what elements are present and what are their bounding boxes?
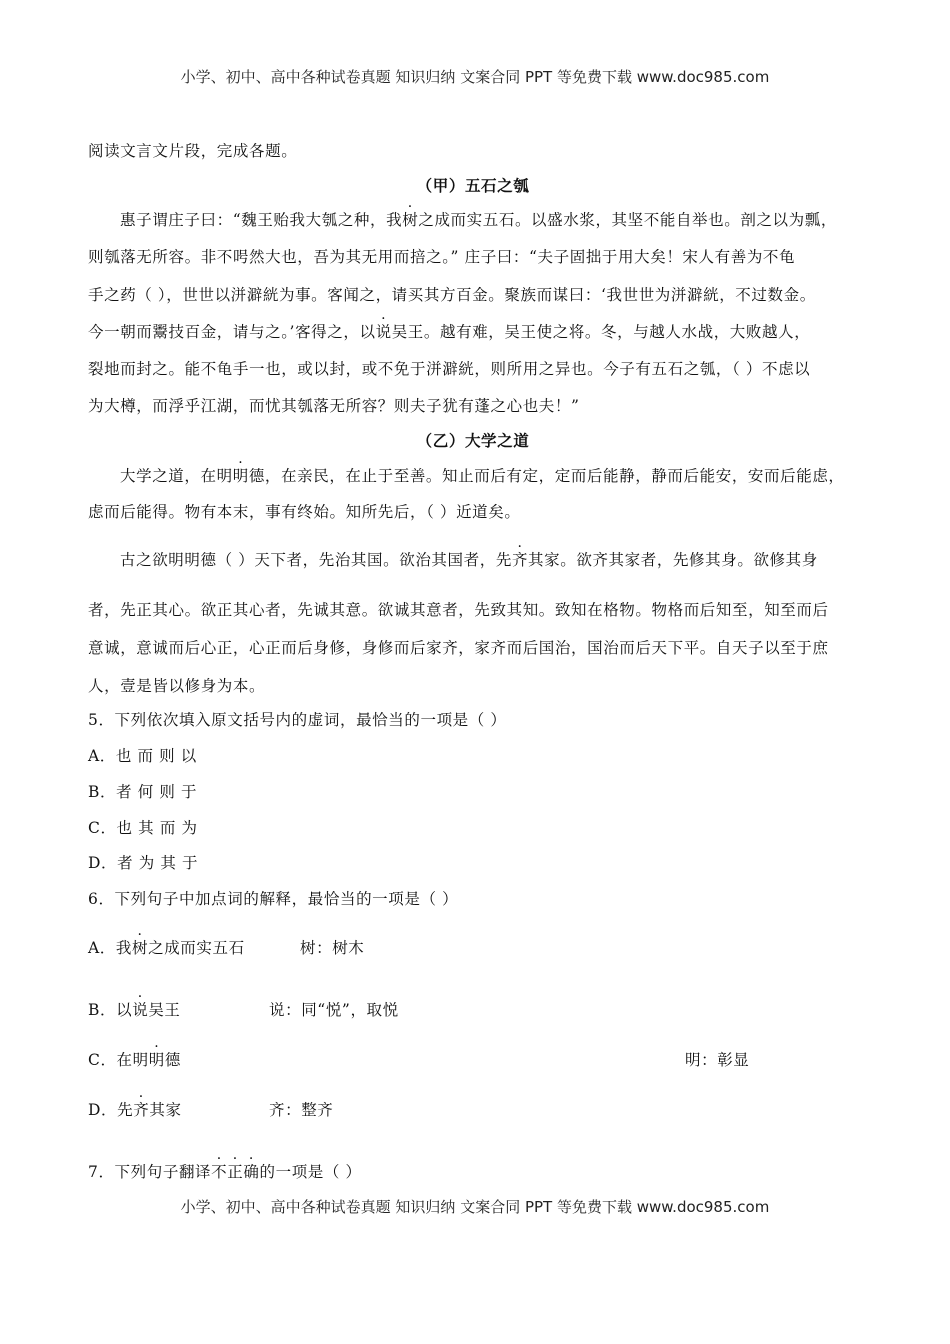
page-header: 小学、初中、高中各种试卷真题 知识归纳 文案合同 PPT 等免费下载 www.doc985.com: [180, 68, 770, 86]
dotted-word: 说: [375, 323, 392, 341]
dotted-word: 明: [148, 1051, 165, 1069]
passage-b-line-6: 人，壹是皆以修身为本。: [88, 677, 266, 695]
question-6-option-d: D．先齐其家: [88, 1101, 182, 1119]
dotted-word: 正: [227, 1163, 244, 1181]
passage-a-title: （甲）五石之瓠: [416, 176, 530, 195]
question-5-option-a: A．也 而 则 以: [88, 747, 197, 765]
question-7-stem: 7．下列句子翻译不正确的一项是（ ）: [88, 1163, 362, 1181]
passage-b-line-3: 古之欲明明德（ ）天下者，先治其国。欲治其国者，先齐其家。欲齐其家者，先修其身。欲修其身: [120, 551, 818, 569]
page-footer: 小学、初中、高中各种试卷真题 知识归纳 文案合同 PPT 等免费下载 www.doc985.com: [180, 1198, 770, 1216]
question-6-option-b: B．以说吴王: [88, 1001, 181, 1019]
question-5-option-b: B．者 何 则 于: [88, 783, 198, 801]
question-6-option-d-meaning: 齐：整齐: [269, 1101, 334, 1119]
question-6-option-c-meaning: 明：彰显: [685, 1051, 750, 1069]
passage-b-line-4: 者，先正其心。欲正其心者，先诚其意。欲诚其意者，先致其知。致知在格物。物格而后知至，知至而后: [88, 601, 829, 619]
question-6-option-b-meaning: 说：同“悦”，取悦: [269, 1001, 399, 1019]
passage-a-line-4: 今一朝而鬻技百金，请与之。’客得之，以说吴王。越有难，吴王使之将。冬，与越人水战，大败越人，: [88, 323, 811, 341]
question-6-option-a: A．我树之成而实五石: [88, 939, 245, 957]
passage-b-line-2: 虑而后能得。物有本末，事有终始。知所先后，（ ）近道矣。: [88, 503, 521, 521]
passage-b-title: （乙）大学之道: [416, 431, 530, 450]
dotted-word: 不: [211, 1163, 228, 1181]
passage-b-line-1: 大学之道，在明明德，在亲民，在止于至善。知止而后有定，定而后能静，静而后能安，安而后能虑，: [120, 467, 845, 485]
passage-b-line-5: 意诚，意诚而后心正，心正而后身修，身修而后家齐，家齐而后国治，国治而后天下平。自天子以至于庶: [88, 639, 829, 657]
question-5-option-d: D．者 为 其 于: [88, 854, 199, 872]
dotted-word: 确: [243, 1163, 260, 1181]
question-6-option-c: C．在明明德: [88, 1051, 181, 1069]
passage-a-line-5: 裂地而封之。能不龟手一也，或以封，或不免于洴澼絖，则所用之异也。今子有五石之瓠，（ ）不虑以: [88, 360, 811, 378]
passage-a-line-1: 惠子谓庄子曰：“魏王贻我大瓠之种，我树之成而实五石。以盛水浆，其坚不能自举也。剖之以为瓢，: [120, 211, 837, 229]
passage-a-line-3: 手之药（ ），世世以洴澼絖为事。客闻之，请买其方百金。聚族而谋曰：‘我世世为洴澼絖，不过数金。: [88, 286, 816, 304]
passage-a-line-6: 为大樽，而浮乎江湖，而忧其瓠落无所容？则夫子犹有蓬之心也夫！”: [88, 397, 580, 415]
dotted-word: 齐: [511, 551, 529, 569]
question-5-option-c: C．也 其 而 为: [88, 819, 198, 837]
passage-a-line-2: 则瓠落无所容。非不呺然大也，吾为其无用而掊之。” 庄子曰：“夫子固拙于用大矣！宋人有善为不龟: [88, 248, 796, 266]
dotted-word: 树: [402, 211, 419, 229]
dotted-word: 明: [232, 467, 249, 485]
dotted-word: 齐: [133, 1101, 150, 1119]
dotted-word: 树: [132, 939, 149, 957]
question-6-option-a-meaning: 树：树木: [300, 939, 365, 957]
intro-instruction: 阅读文言文片段，完成各题。: [88, 142, 298, 160]
question-5-stem: 5．下列依次填入原文括号内的虚词，最恰当的一项是（ ）: [88, 711, 507, 729]
dotted-word: 说: [132, 1001, 149, 1019]
question-6-stem: 6．下列句子中加点词的解释，最恰当的一项是（ ）: [88, 890, 459, 908]
